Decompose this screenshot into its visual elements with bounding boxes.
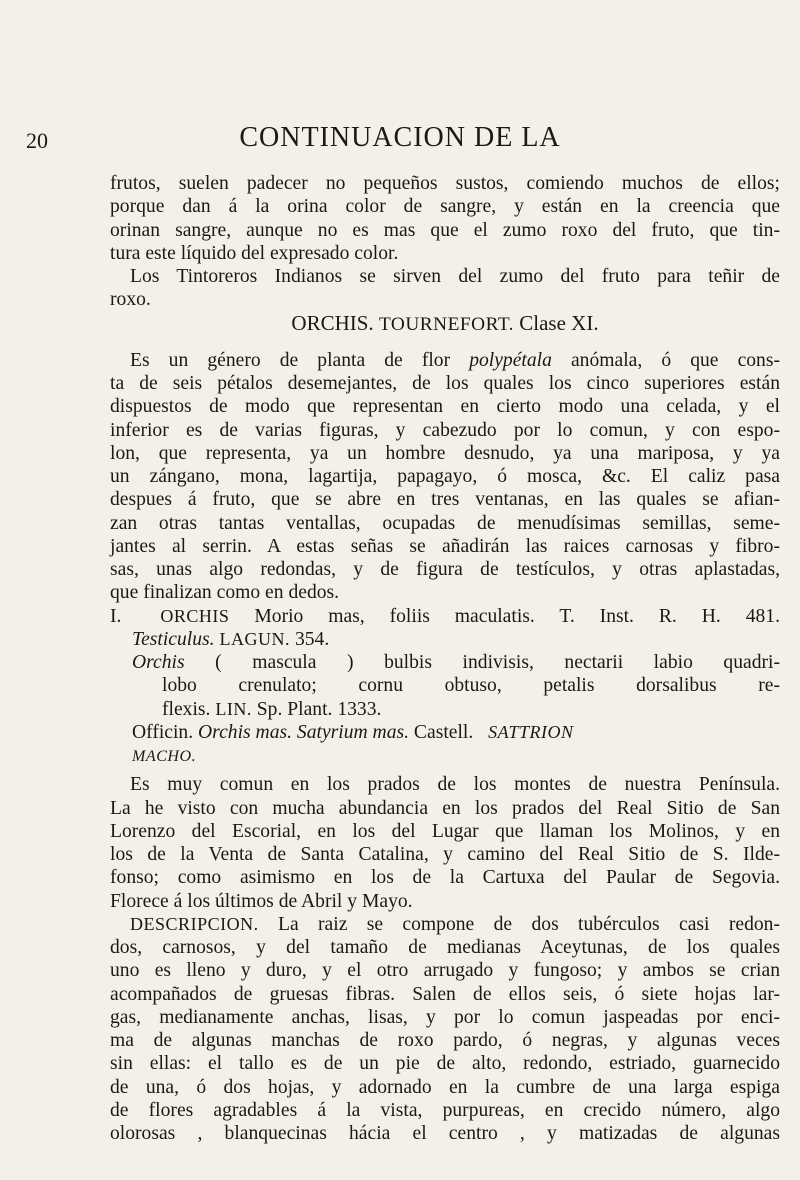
text-span: Es un género de planta de flor bbox=[130, 349, 470, 371]
text-line: ta de seis pétalos desemejantes, de los quales los cinco superiores están bbox=[110, 373, 780, 394]
text-line: dispuestos de modo que representan en cierto modo una celada, y el bbox=[110, 396, 780, 418]
text-line: Los Tintoreros Indianos se sirven del zumo del fruto para teñir de bbox=[130, 266, 780, 287]
species-synonym bbox=[110, 628, 780, 651]
text-line: sin ellas: el tallo es de un pie de alto, redondo, estriado, guarnecido bbox=[110, 1053, 780, 1075]
text-line: dos, carnosos, y del tamaño de medianas Aceytunas, de los quales bbox=[110, 937, 780, 958]
italic-term: Orchis mas. Satyrium mas. bbox=[198, 721, 410, 743]
text-line: lobo crenulato; cornu obtuso, petalis dorsalibus re- bbox=[162, 675, 780, 697]
text-line: roxo. bbox=[110, 289, 151, 311]
italic-term: polypétala bbox=[469, 349, 552, 371]
text-line: de una, ó dos hojas, y adornado en la cumbre de una larga espiga bbox=[110, 1076, 780, 1098]
species-number: I. bbox=[110, 605, 122, 627]
author-abbrev: LAGUN. bbox=[219, 628, 291, 649]
text-line: jantes al serrin. A estas señas se añadirán las raices carnosas y fibro- bbox=[110, 535, 780, 557]
author-abbrev: LIN. bbox=[215, 698, 252, 719]
text-span: flexis. bbox=[162, 698, 216, 720]
text-line: orinan sangre, aunque no es mas que el zumo roxo del fruto, que tin- bbox=[110, 219, 780, 241]
author-name: TOURNEFORT. bbox=[378, 313, 515, 335]
species-genus: ORCHIS bbox=[160, 605, 230, 626]
text-line: porque dan á la orina color de sangre, y están en la creencia que bbox=[110, 196, 780, 218]
running-head: CONTINUACION DE LA bbox=[239, 122, 561, 153]
text-span: Officin. bbox=[132, 721, 199, 743]
text-span: Morio mas, foliis maculatis. T. Inst. R. H. 481. bbox=[229, 605, 780, 627]
text-line: Florece á los últimos de Abril y Mayo. bbox=[110, 890, 413, 912]
genus-name: ORCHIS. bbox=[291, 310, 374, 335]
spacer bbox=[110, 335, 780, 349]
text-line: inferior es de varias figuras, y cabezudo por lo comun, y con espo- bbox=[110, 419, 780, 441]
species-synonym bbox=[110, 721, 780, 744]
text-line: olorosas , blanquecinas hácia el centro , y matizadas de algunas bbox=[110, 1123, 780, 1144]
text-span: 354. bbox=[290, 628, 330, 650]
vernacular-name: MACHO. bbox=[132, 748, 197, 765]
text-line: ma de algunas manchas de roxo pardo, ó negras, y algunas veces bbox=[110, 1030, 780, 1051]
text-span: La raiz se compone de dos tubérculos casi redon- bbox=[258, 913, 780, 935]
text-line: frutos, suelen padecer no pequeños sustos, comiendo muchos de ellos; bbox=[110, 173, 780, 194]
text-line: los de la Venta de Santa Catalina, y camino del Real Sitio de S. Ilde- bbox=[110, 844, 780, 865]
text-line bbox=[110, 349, 780, 372]
text-line: gas, medianamente anchas, lisas, y por lo comun jaspeadas por enci- bbox=[110, 1006, 780, 1028]
species-entry bbox=[110, 605, 780, 628]
text-line: La he visto con mucha abundancia en los prados del Real Sitio de San bbox=[110, 797, 780, 819]
text-line: zan otras tantas ventallas, ocupadas de menudísimas semillas, seme- bbox=[110, 512, 780, 534]
page-number: 20 bbox=[26, 128, 48, 153]
text-line: tura este líquido del expresado color. bbox=[110, 242, 399, 264]
text-line: despues á fruto, que se abre en tres ventanas, en las quales se afian- bbox=[110, 489, 780, 511]
text-line: fonso; como asimismo en los de la Cartuxa del Paular de Segovia. bbox=[110, 867, 780, 889]
text-line: uno es lleno y duro, y el otro arrugado y fungoso; y ambos se crian bbox=[110, 960, 780, 982]
vernacular-name: SATTRION bbox=[488, 721, 574, 742]
species-synonym bbox=[110, 651, 780, 674]
class-label: Clase XI. bbox=[519, 310, 599, 335]
text-span: Sp. Plant. 1333. bbox=[251, 698, 382, 720]
text-line: de flores agradables á la vista, purpureas, en crecido número, algo bbox=[110, 1099, 780, 1121]
text-line bbox=[110, 744, 780, 767]
text-line: lon, que representa, ya un hombre desnudo, ya una mariposa, y ya bbox=[110, 442, 780, 464]
text-span: ( mascula ) bulbis indivisis, nectarii labio quadri- bbox=[184, 652, 780, 673]
text-line: Es muy comun en los prados de los montes de nuestra Península. bbox=[130, 774, 780, 796]
text-line: Lorenzo del Escorial, en los del Lugar que llaman los Molinos, y en bbox=[110, 820, 780, 842]
italic-term: Testiculus. bbox=[132, 628, 215, 650]
text-line bbox=[110, 698, 780, 721]
text-line: sas, unas algo redondas, y de figura de testículos, y otras aplastadas, bbox=[110, 559, 780, 580]
body-text bbox=[110, 172, 780, 1145]
descripcion-label: DESCRIPCION. bbox=[130, 913, 259, 934]
text-line: que finalizan como en dedos. bbox=[110, 582, 340, 604]
text-line: un zángano, mona, lagartija, papagayo, ó mosca, &c. El caliz pasa bbox=[110, 466, 780, 487]
italic-term: Orchis bbox=[132, 652, 185, 673]
text-line bbox=[110, 913, 780, 936]
text-span: anómala, ó que cons- bbox=[551, 349, 781, 371]
section-heading bbox=[110, 312, 780, 335]
text-span: Castell. bbox=[409, 721, 479, 743]
text-line: acompañados de gruesas fibras. Salen de ellos seis, ó siete hojas lar- bbox=[110, 983, 780, 1005]
